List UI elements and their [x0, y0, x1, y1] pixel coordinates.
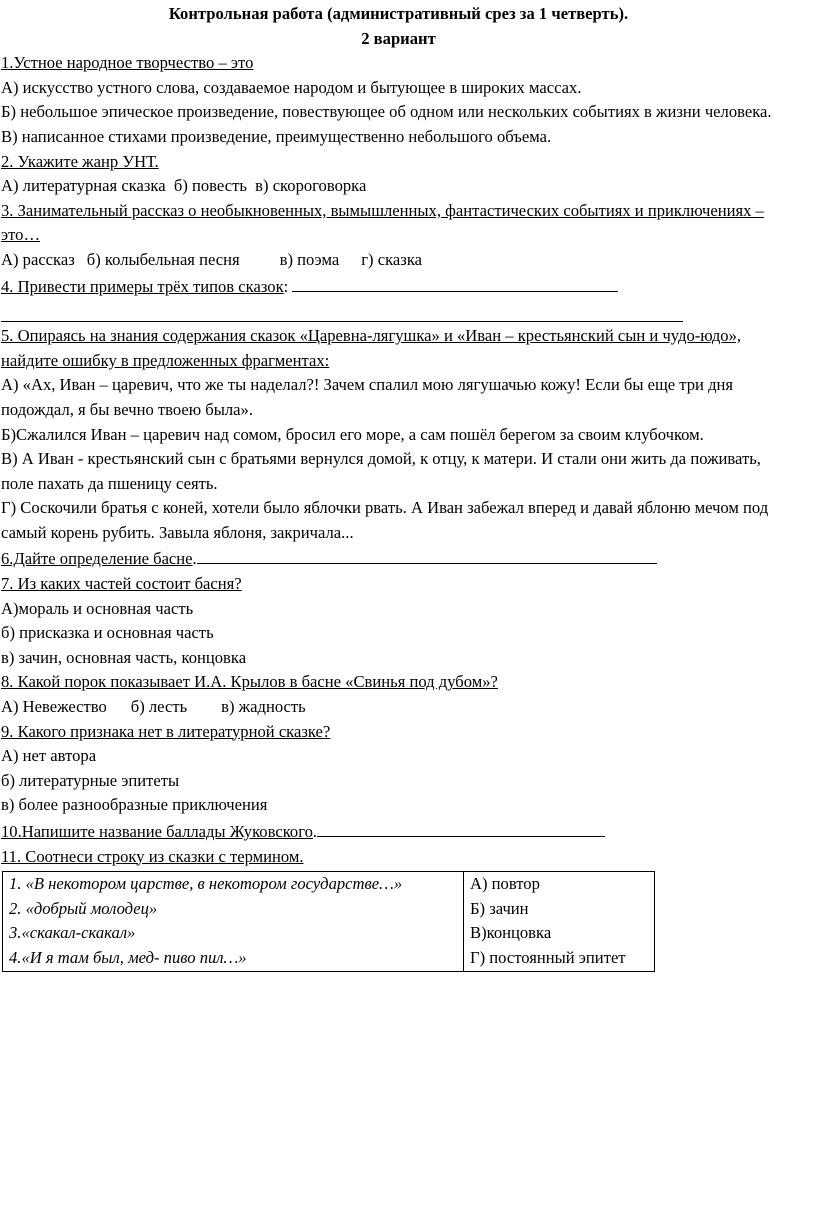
- question-5-fragment-a: А) «Ах, Иван – царевич, что же ты наделал?! Зачем спалил мою лягушачью кожу! Если бы еще три дня подождал, я бы вечно твоею была».: [1, 375, 734, 419]
- question-5-fragment-c: В) А Иван - крестьянский сын с братьями вернулся домой, к отцу, к матери. И стали они жить да поживать, поле пахать да пшеницу сеять.: [1, 449, 761, 493]
- matching-line-3: 3.«скакал-скакал»: [9, 923, 136, 943]
- question-9: 9. Какого признака нет в литературной сказке?: [1, 721, 331, 741]
- matching-term-d: Г) постоянный эпитет: [470, 947, 626, 967]
- matching-line-2: 2. «добрый молодец»: [9, 898, 158, 918]
- question-3-option-2: б) колыбельная песня: [86, 249, 240, 269]
- question-8-option-3: в) жадность: [221, 697, 306, 717]
- matching-line-4: 4.«И я там был, мед- пиво пил…»: [9, 947, 247, 967]
- question-4: [1, 273, 796, 300]
- answer-line-4b[interactable]: [1, 303, 683, 322]
- question-4-text: 4. Привести примеры трёх типов сказок: [1, 276, 284, 296]
- answer-line-4[interactable]: [292, 273, 618, 292]
- question-10: [1, 818, 796, 845]
- question-8-option-1: А) Невежество: [1, 697, 107, 717]
- matching-lines-cell: [3, 872, 464, 971]
- question-6: [1, 545, 796, 572]
- question-3-option-3: в) поэма: [279, 249, 340, 269]
- question-5-fragment-b: Б)Сжалился Иван – царевич над сомом, бросил его море, а сам пошёл берегом за своим клубочком.: [1, 424, 704, 444]
- question-2-options: А) литературная сказка б) повесть в) скороговорка: [1, 176, 367, 196]
- matching-table: [2, 871, 655, 971]
- matching-term-c: В)концовка: [470, 923, 552, 943]
- question-11: 11. Соотнеси строку из сказки с термином.: [1, 846, 304, 866]
- question-3-option-4: г) сказка: [361, 249, 423, 269]
- question-3: 3. Занимательный рассказ о необыкновенных, вымышленных, фантастических событиях и приключениях – это…: [1, 200, 764, 245]
- page-title: Контрольная работа (административный срез за 1 четверть).: [168, 4, 629, 23]
- variant-title: 2 вариант: [361, 28, 436, 48]
- answer-line-6[interactable]: [197, 545, 657, 564]
- question-7-option-c: в) зачин, основная часть, концовка: [1, 647, 247, 667]
- question-7: 7. Из каких частей состоит басня?: [1, 574, 242, 594]
- question-6-dot: .: [192, 549, 197, 569]
- question-2: 2. Укажите жанр УНТ.: [1, 151, 159, 171]
- answer-line-10[interactable]: [317, 818, 605, 837]
- question-9-option-c: в) более разнообразные приключения: [1, 795, 268, 815]
- question-4-colon: :: [283, 276, 293, 296]
- question-9-option-b: б) литературные эпитеты: [1, 770, 180, 790]
- table-row: [3, 872, 655, 971]
- question-8: 8. Какой порок показывает И.А. Крылов в басне «Свинья под дубом»?: [1, 672, 498, 692]
- matching-term-a: А) повтор: [470, 874, 540, 894]
- question-5-fragment-d: Г) Соскочили братья с коней, хотели было яблочки рвать. А Иван забежал вперед и давай яблоню мечом под самый корень рубить. Завыла яблоня, закричала...: [1, 498, 769, 542]
- question-10-dot: .: [312, 822, 318, 841]
- matching-term-b: Б) зачин: [470, 898, 529, 918]
- question-3-options: [1, 248, 796, 273]
- question-1-option-a: А) искусство устного слова, создаваемое народом и бытующее в широких массах.: [1, 77, 582, 97]
- question-7-option-b: б) присказка и основная часть: [1, 623, 214, 643]
- question-1: 1.Устное народное творчество – это: [1, 53, 254, 73]
- question-7-option-a: А)мораль и основная часть: [1, 598, 194, 618]
- question-8-options: [1, 695, 796, 720]
- question-6-text: 6.Дайте определение басне: [1, 549, 193, 569]
- matching-line-1: 1. «В некотором царстве, в некотором государстве…»: [9, 874, 403, 894]
- matching-terms-cell: [464, 872, 655, 971]
- question-1-option-c: В) написанное стихами произведение, преимущественно небольшого объема.: [1, 126, 552, 146]
- question-8-option-2: б) лесть: [130, 697, 188, 717]
- question-3-option-1: А) рассказ: [1, 249, 75, 269]
- question-1-option-b: Б) небольшое эпическое произведение, повествующее об одном или нескольких событиях в жизни человека.: [1, 102, 772, 122]
- question-10-text: 10.Напишите название баллады Жуковского: [1, 822, 313, 841]
- question-5: 5. Опираясь на знания содержания сказок «Царевна-лягушка» и «Иван – крестьянский сын и чудо-юдо», найдите ошибку в предложенных фрагментах:: [1, 326, 742, 370]
- question-9-option-a: А) нет автора: [1, 746, 97, 766]
